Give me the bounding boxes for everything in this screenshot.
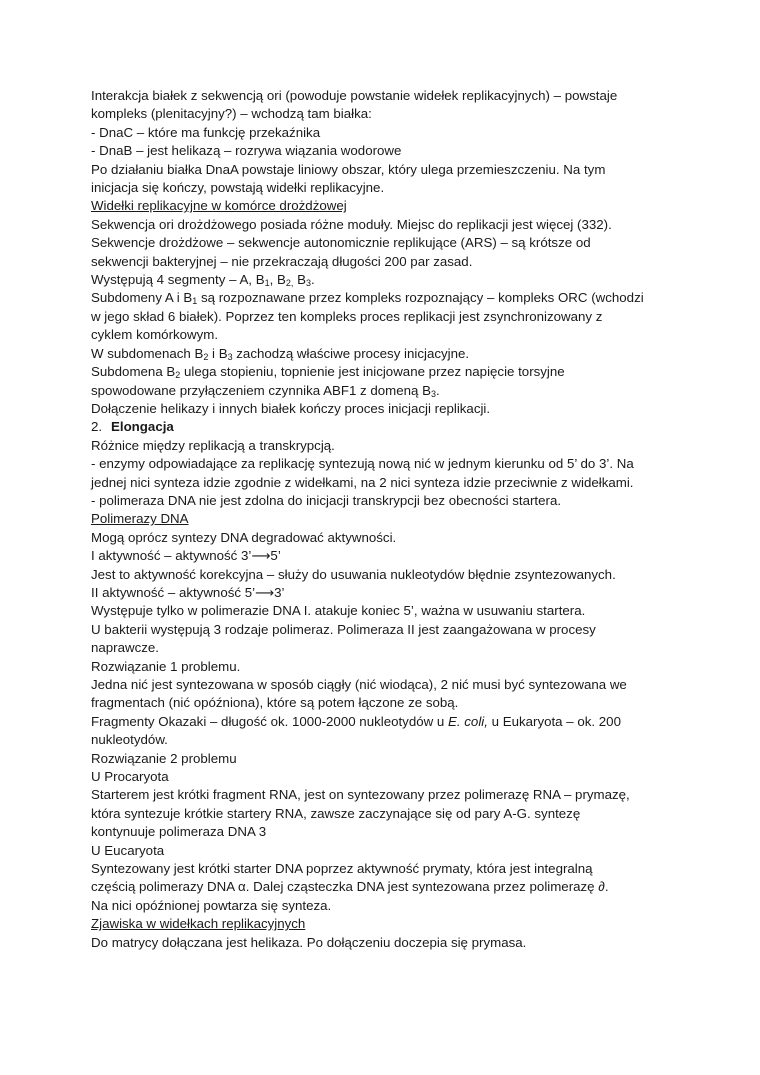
subscript: 3 [431,388,437,399]
text-line: U bakterii występują 3 rodzaje polimeraz. Polimeraza II jest zaangażowana w procesy [91,621,596,637]
text-line: nukleotydów. [91,732,168,748]
text-line: Dołączenie helikazy i innych białek kończy proces inicjacji replikacji. [91,400,491,416]
text-line: Jedna nić jest syntezowana w sposób ciągły (nić wiodąca), 2 nić musi być syntezowana we [91,677,627,692]
list-item: - DnaB – jest helikazą – rozrywa wiązania wodorowe [91,143,402,159]
text-line: Na nici opóźnionej powtarza się synteza. [91,897,332,913]
species-name: E. coli, [448,713,488,729]
text-line: Sekwencja ori drożdżowego posiada różne moduły. Miejsc do replikacji jest więcej (332). [91,216,612,232]
text-line: Do matrycy dołączana jest helikaza. Po dołączeniu doczepia się prymasa. [91,934,527,950]
text-line [91,345,691,363]
text-line: Sekwencje drożdżowe – sekwencje autonomicznie replikujące (ARS) – są krótsze od [91,235,591,251]
text-line: sekwencji bakteryjnej – nie przekraczają długości 200 par zasad. [91,253,473,269]
text-line: Jest to aktywność korekcyjna – służy do usuwania nukleotydów błędnie zsyntezowanych. [91,566,616,582]
subscript: 3 [227,351,233,362]
text-line: częścią polimerazy DNA α. Dalej cząsteczka DNA jest syntezowana przez polimerazę ∂. [91,879,609,895]
numbered-heading [91,418,691,436]
list-item: - polimeraza DNA nie jest zdolna do inicjacji transkrypcji bez obecności startera. [91,492,562,508]
text-line: Rozwiązanie 2 problemu [91,750,237,766]
subscript: 3 [305,278,311,289]
text-line: II aktywność – aktywność 5’⟶3’ [91,584,285,600]
text-line: Rozwiązanie 1 problemu. [91,658,241,674]
heading-number: 2. [91,419,103,435]
section-heading: Widełki replikacyjne w komórce drożdżowej [91,198,347,214]
text-line: kontynuuje polimeraza DNA 3 [91,824,267,840]
text-fragment: B [293,272,306,288]
document-body [91,87,691,952]
section-heading: Zjawiska w widełkach replikacyjnych [91,916,306,932]
text-line [91,713,691,731]
text-line: inicjacja się kończy, powstają widełki replikacyjne. [91,180,385,196]
text-line: Syntezowany jest krótki starter DNA poprzez aktywność prymaty, która jest integralną [91,861,593,877]
text-line [91,289,691,307]
text-fragment: , B [269,272,286,288]
text-fragment: spowodowane przyłączeniem czynnika ABF1 z domeną B [91,382,431,398]
text-line: która syntezuje krótkie startery RNA, zawsze zaczynające się od pary A-G. syntezę [91,805,581,821]
text-fragment: i B [208,345,228,361]
text-fragment: Fragmenty Okazaki – długość ok. 1000-2000 nukleotydów u [91,713,449,729]
text-line: Mogą oprócz syntezy DNA degradować aktywności. [91,529,397,545]
list-item: - DnaC – które ma funkcję przekaźnika [91,124,321,140]
text-line: Występuje tylko w polimerazie DNA I. atakuje koniec 5’, ważna w usuwaniu startera. [91,603,586,619]
text-line: fragmentach (nić opóźniona), które są potem łączone ze sobą. [91,695,459,711]
text-line: jednej nici synteza idzie zgodnie z widełkami, na 2 nici synteza idzie przeciwnie z widełkami. [91,474,634,490]
text-line: Po działaniu białka DnaA powstaje liniowy obszar, który ulega przemieszczeniu. Na tym [91,161,606,177]
text-fragment: ulega stopieniu, topnienie jest inicjowane przez napięcie torsyjne [180,364,565,380]
subscript: 1 [264,278,270,289]
text-line: naprawcze. [91,640,159,656]
text-line: Interakcja białek z sekwencją ori (powoduje powstanie widełek replikacyjnych) – powstaje [91,88,618,103]
text-fragment: Subdomena B [91,364,176,380]
section-heading: Polimerazy DNA [91,511,189,527]
text-line: U Procaryota [91,769,169,785]
list-item: - enzymy odpowiadające za replikację syntezują nową nić w jednym kierunku od 5’ do 3’. Na [91,456,634,472]
subscript: 2 [175,370,181,381]
text-line: U Eucaryota [91,842,165,858]
text-line: Różnice między replikacją a transkrypcją. [91,437,335,453]
subscript: 2, [285,278,294,289]
text-line: I aktywność – aktywność 3’⟶5’ [91,548,281,564]
heading-text: Elongacja [111,419,174,435]
text-fragment: są rozpoznawane przez kompleks rozpoznający – kompleks ORC (wchodzi [197,290,644,306]
subscript: 2 [203,351,209,362]
text-line: cyklem komórkowym. [91,327,219,343]
text-line [91,363,691,381]
text-line: Starterem jest krótki fragment RNA, jest on syntezowany przez polimerazę RNA – prymazę, [91,787,630,803]
text-fragment: Subdomeny A i B [91,290,193,306]
text-line: kompleks (plenitacyjny?) – wchodzą tam białka: [91,106,372,122]
text-fragment: zachodzą właściwe procesy inicjacyjne. [232,345,470,361]
text-line: w jego skład 6 białek). Poprzez ten kompleks proces replikacji jest zsynchronizowany z [91,308,603,324]
text-fragment: W subdomenach B [91,345,204,361]
text-fragment: u Eukaryota – ok. 200 [487,713,621,729]
text-fragment: . [310,272,315,288]
subscript: 1 [192,296,198,307]
text-fragment: Występują 4 segmenty – A, B [91,272,265,288]
text-line [91,271,691,289]
text-line [91,382,691,400]
text-fragment: . [436,382,440,398]
